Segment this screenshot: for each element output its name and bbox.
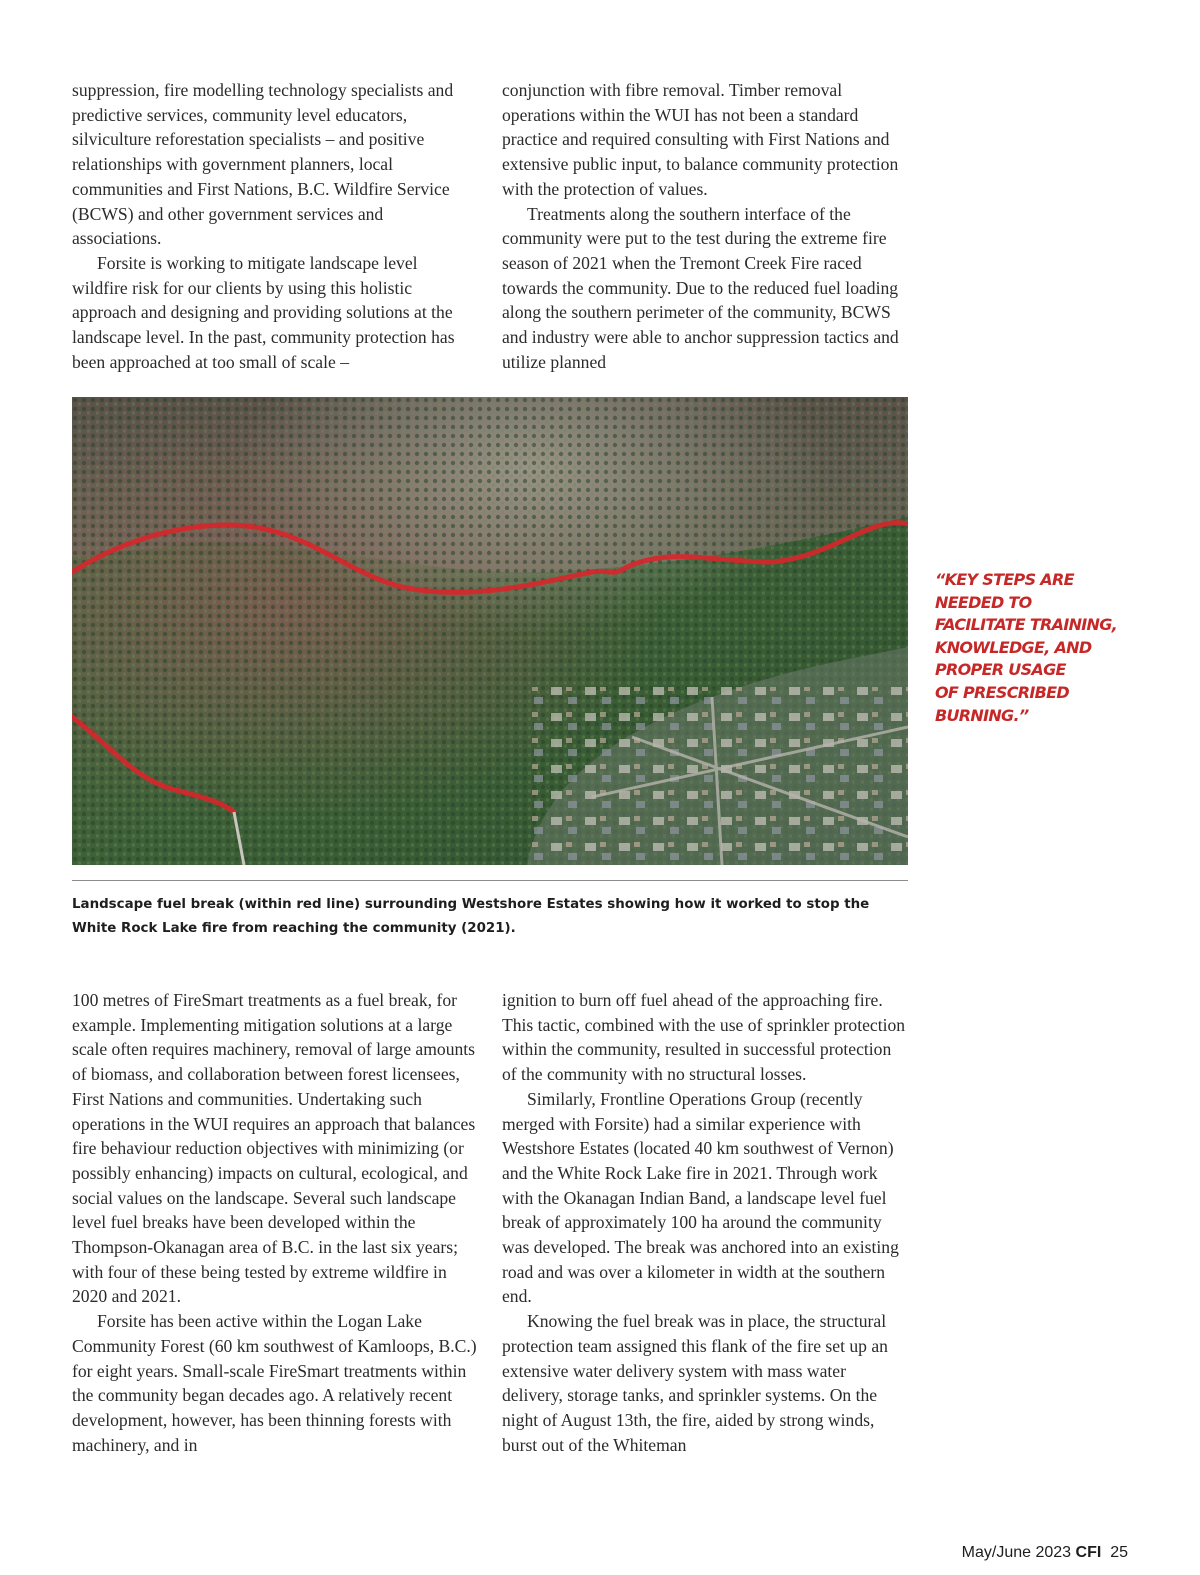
pull-quote-line: KNOWLEDGE, AND: [935, 637, 1092, 657]
pull-quote-line: BURNING.”: [935, 705, 1029, 725]
aerial-photo-illustration: [72, 397, 908, 865]
article-column-2-bottom: [502, 988, 907, 1457]
caption-divider: [72, 880, 908, 881]
page-number: 25: [1110, 1544, 1128, 1561]
pull-quote-line: OF PRESCRIBED: [935, 682, 1069, 702]
pull-quote-line: FACILITATE TRAINING,: [935, 615, 1118, 635]
paragraph: Similarly, Frontline Operations Group (recently merged with Forsite) had a similar experience with Westshore Estates (located 40 km southwest of Vernon) and the White Rock Lake fire in 2021. Through work with the Okanagan Indian Band, a landscape level fuel break of approximately 100 ha around the community was developed. The break was anchored into an existing road and was over a kilometer in width at the southern end.: [502, 1088, 899, 1307]
pull-quote-line: NEEDED TO: [935, 592, 1032, 612]
paragraph: ignition to burn off fuel ahead of the approaching fire. This tactic, combined with the use of sprinkler protection within the community, resulted in successful protection of the community with no structural losses.: [502, 990, 906, 1085]
aerial-photo: [72, 397, 908, 865]
paragraph: Treatments along the southern interface of the community were put to the test during the extreme fire season of 2021 when the Tremont Creek Fire raced towards the community. Due to the reduced fuel loading along the southern perimeter of the community, BCWS and industry were able to anchor suppression tactics and utilize planned: [502, 203, 899, 372]
pull-quote-line: PROPER USAGE: [935, 660, 1066, 680]
paragraph: 100 metres of FireSmart treatments as a fuel break, for example. Implementing mitigation solutions at a large scale often requires machinery, removal of large amounts of biomass, and collaboration between forest licensees, First Nations and communities. Undertaking such operations in the WUI requires an approach that balances fire behaviour reduction objectives with minimizing (or possibly enhancing) impacts on cultural, ecological, and social values on the landscape. Several such landscape level fuel breaks have been developed within the Thompson-Okanagan area of B.C. in the last six years; with four of these being tested by extreme wildfire in 2020 and 2021.: [72, 990, 476, 1307]
paragraph: conjunction with fibre removal. Timber removal operations within the WUI has not been a standard practice and required consulting with First Nations and extensive public input, to balance community protection with the protection of values.: [502, 80, 899, 199]
article-column-2-top: [502, 78, 907, 374]
page-footer: [960, 1544, 1128, 1562]
article-column-1-top: [72, 78, 477, 374]
article-column-1-bottom: [72, 988, 477, 1457]
paragraph: suppression, fire modelling technology specialists and predictive services, community level educators, silviculture reforestation specialists – and positive relationships with government planners, local communities and First Nations, B.C. Wildfire Service (BCWS) and other government services and associations.: [72, 80, 454, 249]
magazine-name: CFI: [1075, 1544, 1102, 1561]
paragraph: Forsite has been active within the Logan Lake Community Forest (60 km southwest of Kamloops, B.C.) for eight years. Small-scale FireSmart treatments within the community began decades ago. A relatively recent development, however, has been thinning forests with machinery, and in: [72, 1311, 477, 1455]
paragraph: Knowing the fuel break was in place, the structural protection team assigned this flank of the fire set up an extensive water delivery system with mass water delivery, storage tanks, and sprinkler systems. On the night of August 13th, the fire, aided by strong winds, burst out of the Whiteman: [502, 1311, 888, 1455]
issue-date: May/June 2023: [961, 1544, 1072, 1561]
pull-quote: [935, 569, 1135, 727]
paragraph: Forsite is working to mitigate landscape level wildfire risk for our clients by using this holistic approach and designing and providing solutions at the landscape level. In the past, community protection has been approached at too small of scale –: [72, 252, 455, 372]
pull-quote-line: “KEY STEPS ARE: [935, 570, 1074, 589]
photo-caption: Landscape fuel break (within red line) surrounding Westshore Estates showing how it worked to stop the White Rock Lake fire from reaching the community (2021).: [72, 897, 870, 936]
